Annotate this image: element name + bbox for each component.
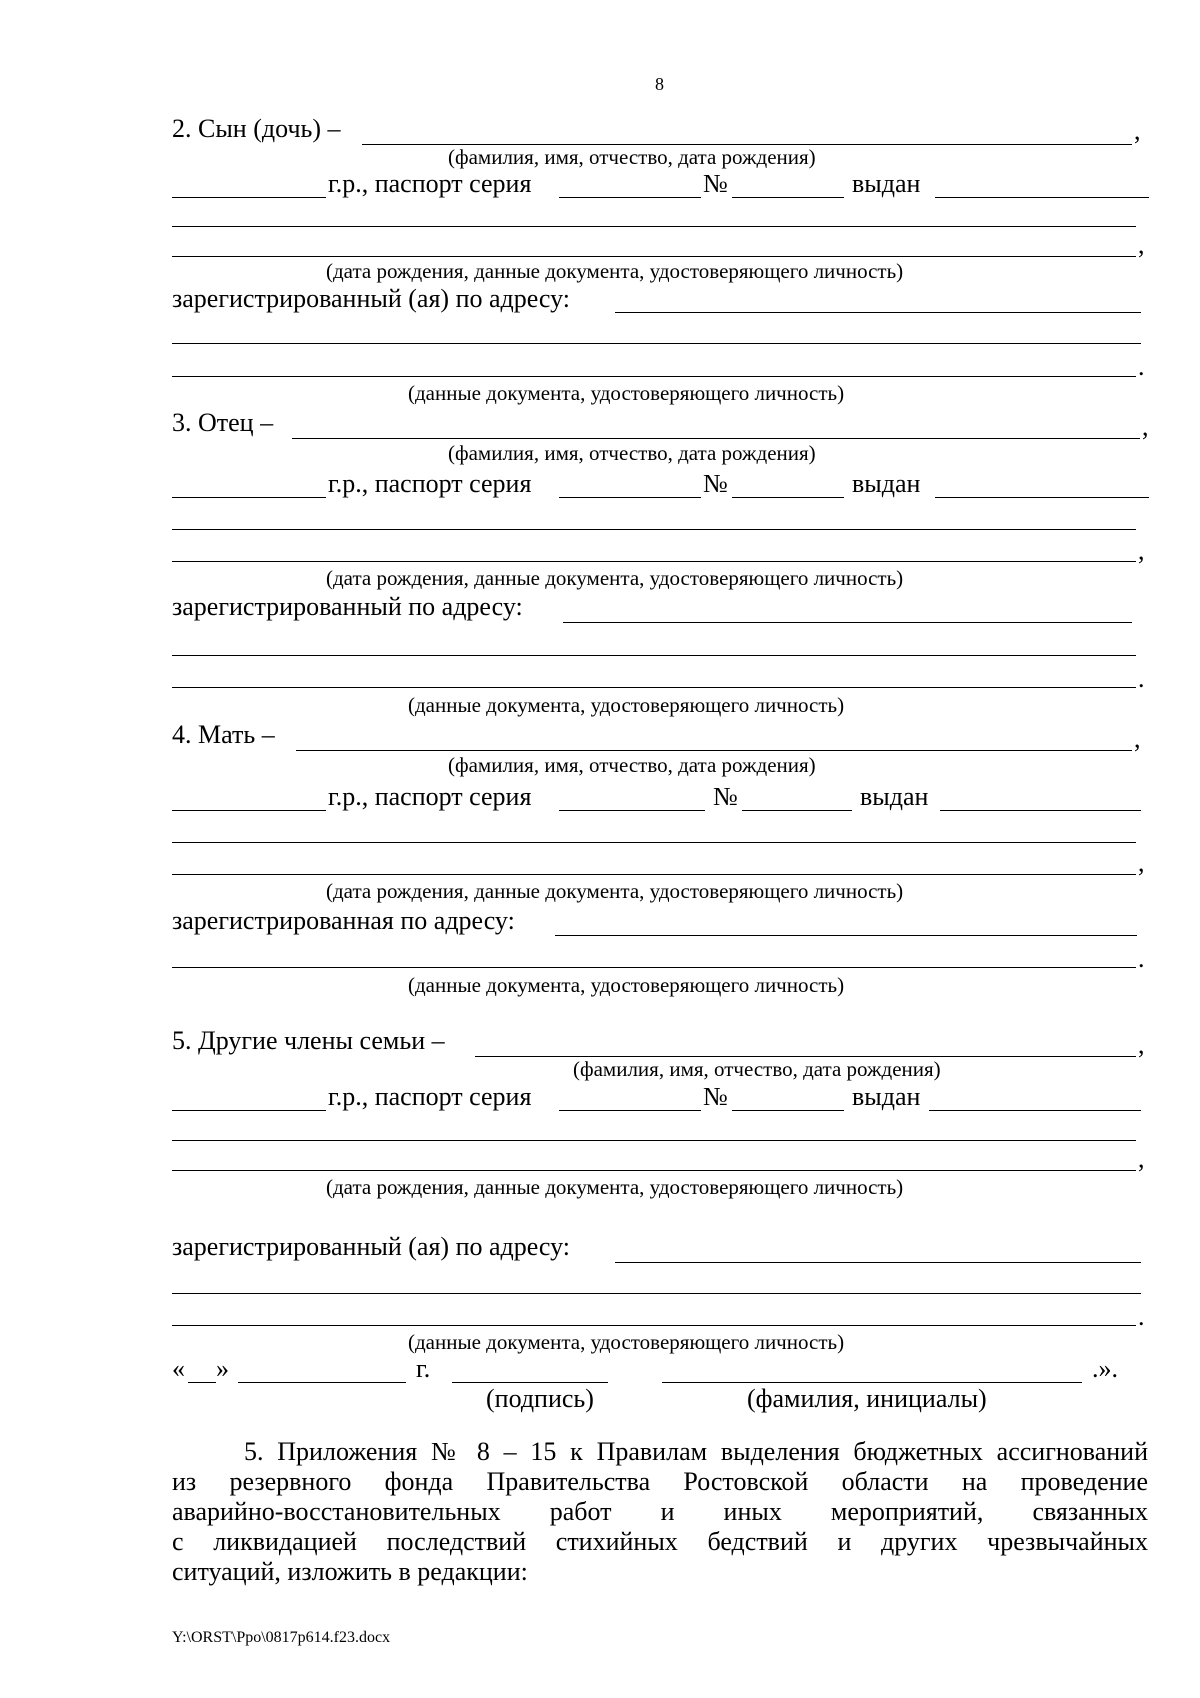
mother-address-label: зарегистрированная по адресу: bbox=[172, 906, 515, 935]
other-address-label: зарегистрированный (ая) по адресу: bbox=[172, 1232, 571, 1261]
father-issued-label: выдан bbox=[852, 469, 921, 498]
father-address-period: . bbox=[1138, 664, 1145, 693]
mother-issued-label: выдан bbox=[860, 782, 929, 811]
mother-address-field[interactable] bbox=[555, 935, 1137, 936]
paragraph-line-5: ситуаций, изложить в редакции: bbox=[172, 1557, 528, 1586]
mother-gr-label: г.р., паспорт серия bbox=[328, 782, 532, 811]
son-address-caption: (данные документа, удостоверяющего личность) bbox=[408, 381, 845, 405]
son-address-field[interactable] bbox=[615, 312, 1141, 313]
mother-passport-number-field[interactable] bbox=[742, 810, 852, 811]
mother-address-line-2[interactable] bbox=[172, 967, 1136, 968]
father-no-label: № bbox=[703, 469, 728, 498]
paragraph-line-1: 5. Приложения № 8 – 15 к Правилам выделения бюджетных ассигнований bbox=[244, 1437, 1148, 1466]
son-fio-caption: (фамилия, имя, отчество, дата рождения) bbox=[448, 145, 816, 169]
other-fio-comma: , bbox=[1138, 1030, 1145, 1059]
date-year-label: г. bbox=[416, 1354, 431, 1383]
signature-field[interactable] bbox=[452, 1382, 608, 1383]
other-doc-comma: , bbox=[1138, 1144, 1145, 1173]
other-gr-label: г.р., паспорт серия bbox=[328, 1082, 532, 1111]
mother-birth-year-field[interactable] bbox=[172, 810, 326, 811]
father-passport-series-field[interactable] bbox=[559, 497, 701, 498]
other-issued-by-field[interactable] bbox=[929, 1110, 1141, 1111]
other-fio-caption: (фамилия, имя, отчество, дата рождения) bbox=[573, 1057, 941, 1081]
son-label: 2. Сын (дочь) – bbox=[172, 114, 341, 143]
father-birth-year-field[interactable] bbox=[172, 497, 326, 498]
other-passport-series-field[interactable] bbox=[559, 1110, 701, 1111]
mother-label: 4. Мать – bbox=[172, 720, 275, 749]
other-address-line-2[interactable] bbox=[172, 1293, 1141, 1294]
other-label: 5. Другие члены семьи – bbox=[172, 1026, 445, 1055]
other-address-caption: (данные документа, удостоверяющего личность) bbox=[408, 1330, 845, 1354]
mother-passport-series-field[interactable] bbox=[559, 810, 705, 811]
father-address-caption: (данные документа, удостоверяющего личность) bbox=[408, 693, 845, 717]
name-initials-field[interactable] bbox=[662, 1382, 1082, 1383]
father-doc-line-2[interactable] bbox=[172, 561, 1136, 562]
other-address-period: . bbox=[1138, 1302, 1145, 1331]
father-doc-caption: (дата рождения, данные документа, удостоверяющего личность) bbox=[326, 566, 904, 590]
father-address-line-3[interactable] bbox=[172, 687, 1136, 688]
other-birth-year-field[interactable] bbox=[172, 1110, 326, 1111]
other-no-label: № bbox=[703, 1082, 728, 1111]
other-passport-number-field[interactable] bbox=[732, 1110, 844, 1111]
other-doc-line-1[interactable] bbox=[172, 1140, 1136, 1141]
mother-doc-comma: , bbox=[1138, 848, 1145, 877]
son-address-line-3[interactable] bbox=[172, 376, 1136, 377]
mother-fio-comma: , bbox=[1134, 724, 1141, 753]
mother-doc-line-1[interactable] bbox=[172, 842, 1136, 843]
son-doc-caption: (дата рождения, данные документа, удостоверяющего личность) bbox=[326, 259, 904, 283]
name-caption: (фамилия, инициалы) bbox=[747, 1384, 987, 1413]
son-passport-series-field[interactable] bbox=[559, 197, 701, 198]
other-address-line-3[interactable] bbox=[172, 1325, 1136, 1326]
son-birth-year-field[interactable] bbox=[172, 197, 326, 198]
son-issued-label: выдан bbox=[852, 169, 921, 198]
mother-address-period: . bbox=[1138, 944, 1145, 973]
father-issued-by-field[interactable] bbox=[935, 497, 1149, 498]
page-number: 8 bbox=[655, 74, 664, 94]
mother-issued-by-field[interactable] bbox=[940, 810, 1141, 811]
son-no-label: № bbox=[703, 169, 728, 198]
paragraph-line-3: аварийно-восстановительных работ и иных мероприятий, связанных bbox=[172, 1497, 1148, 1526]
mother-address-caption: (данные документа, удостоверяющего личность) bbox=[408, 973, 845, 997]
father-label: 3. Отец – bbox=[172, 408, 274, 437]
mother-no-label: № bbox=[713, 782, 738, 811]
other-doc-line-2[interactable] bbox=[172, 1170, 1136, 1171]
paragraph-line-4: с ликвидацией последствий стихийных бедствий и других чрезвычайных bbox=[172, 1527, 1148, 1556]
father-doc-line-1[interactable] bbox=[172, 529, 1136, 530]
son-fio-comma: , bbox=[1134, 116, 1141, 145]
signature-caption: (подпись) bbox=[486, 1384, 594, 1413]
date-close-quote: » bbox=[216, 1354, 229, 1383]
son-doc-line-2[interactable] bbox=[172, 256, 1136, 257]
son-doc-comma: , bbox=[1138, 230, 1145, 259]
date-month-field[interactable] bbox=[238, 1382, 406, 1383]
date-day-field[interactable] bbox=[188, 1382, 216, 1383]
father-fio-field[interactable] bbox=[292, 438, 1140, 439]
father-address-line-2[interactable] bbox=[172, 655, 1136, 656]
father-doc-comma: , bbox=[1138, 536, 1145, 565]
son-address-line-2[interactable] bbox=[172, 343, 1141, 344]
son-passport-number-field[interactable] bbox=[732, 197, 844, 198]
father-passport-number-field[interactable] bbox=[732, 497, 844, 498]
father-fio-caption: (фамилия, имя, отчество, дата рождения) bbox=[448, 441, 816, 465]
mother-doc-line-2[interactable] bbox=[172, 874, 1136, 875]
father-gr-label: г.р., паспорт серия bbox=[328, 469, 532, 498]
son-gr-label: г.р., паспорт серия bbox=[328, 169, 532, 198]
son-address-period: . bbox=[1138, 352, 1145, 381]
son-address-label: зарегистрированный (ая) по адресу: bbox=[172, 284, 571, 313]
father-fio-comma: , bbox=[1142, 412, 1149, 441]
mother-fio-field[interactable] bbox=[296, 750, 1132, 751]
paragraph-5 bbox=[172, 1437, 1148, 1587]
footer-file-path: Y:\ORST\Ppo\0817p614.f23.docx bbox=[172, 1629, 391, 1646]
mother-doc-caption: (дата рождения, данные документа, удостоверяющего личность) bbox=[326, 879, 904, 903]
father-address-label: зарегистрированный по адресу: bbox=[172, 592, 523, 621]
son-issued-by-field[interactable] bbox=[935, 197, 1149, 198]
other-address-field[interactable] bbox=[615, 1262, 1141, 1263]
other-issued-label: выдан bbox=[852, 1082, 921, 1111]
signature-ending: .». bbox=[1092, 1354, 1118, 1383]
date-open-quote: « bbox=[172, 1354, 185, 1383]
father-address-field[interactable] bbox=[563, 622, 1132, 623]
son-doc-line-1[interactable] bbox=[172, 226, 1136, 227]
paragraph-line-2: из резервного фонда Правительства Ростовской области на проведение bbox=[172, 1467, 1148, 1496]
other-doc-caption: (дата рождения, данные документа, удостоверяющего личность) bbox=[326, 1175, 904, 1199]
mother-fio-caption: (фамилия, имя, отчество, дата рождения) bbox=[448, 753, 816, 777]
